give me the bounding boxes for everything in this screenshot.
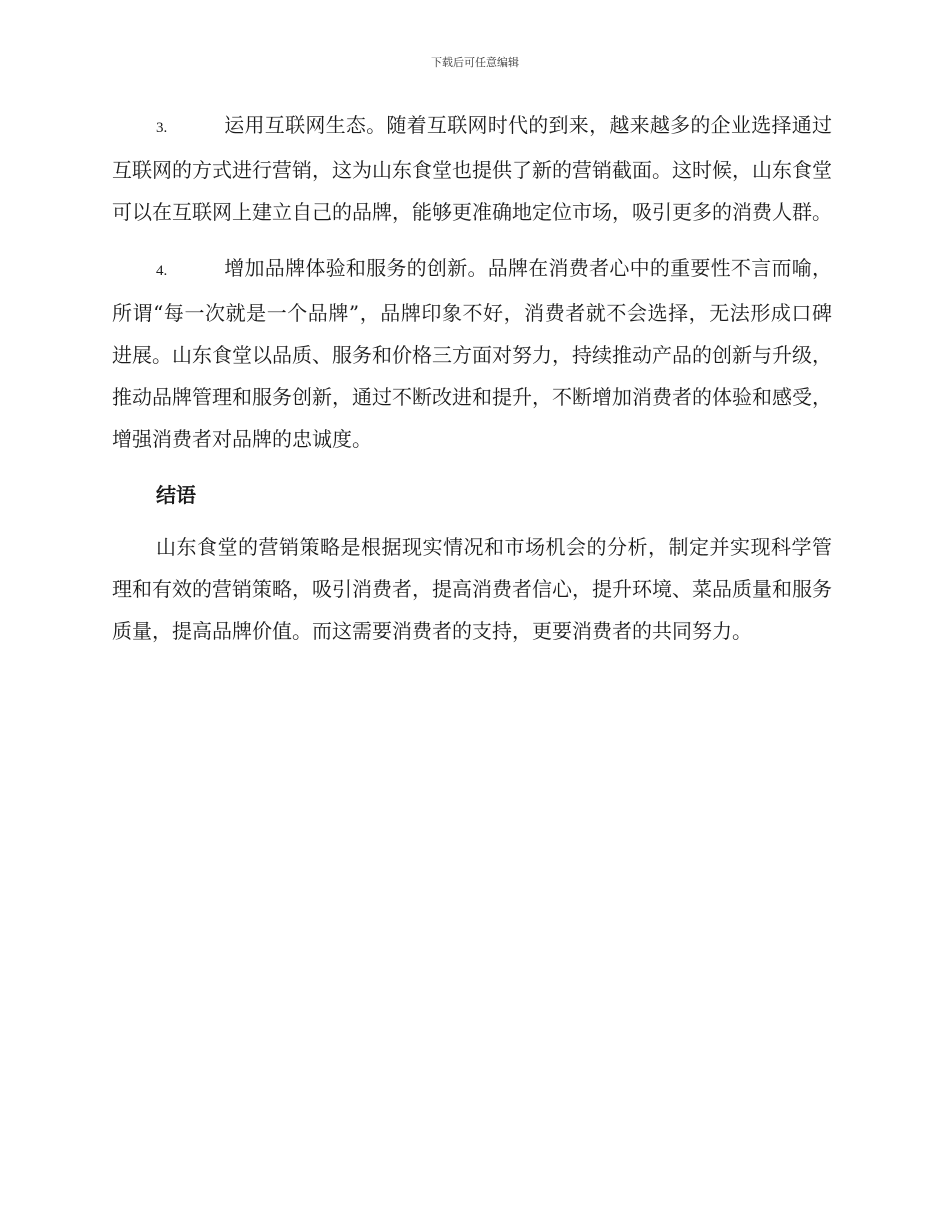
header-note: 下载后可任意编辑 [431, 56, 519, 69]
section-heading: 结语 [156, 483, 196, 507]
list-item-3 [112, 104, 832, 233]
list-number: 4. [156, 263, 168, 279]
list-item-4 [112, 247, 832, 460]
list-item-text: 运用互联网生态。随着互联网时代的到来，越来越多的企业选择通过互联网的方式进行营销，这为山东食堂也提供了新的营销截面。这时候，山东食堂可以在互联网上建立自己的品牌，能够更准确地定位市场，吸引更多的消费人群。 [112, 113, 832, 224]
list-number: 3. [156, 120, 168, 136]
list-item-text: 增加品牌体验和服务的创新。品牌在消费者心中的重要性不言而喻，所谓“每一次就是一个品牌”，品牌印象不好，消费者就不会选择，无法形成口碑进展。山东食堂以品质、服务和价格三方面对努力，持续推动产品的创新与升级，推动品牌管理和服务创新，通过不断改进和提升，不断增加消费者的体验和感受，增强消费者对品牌的忠诚度。 [112, 256, 832, 451]
document-body [112, 104, 832, 666]
conclusion-paragraph: 山东食堂的营销策略是根据现实情况和市场机会的分析，制定并实现科学管理和有效的营销策略，吸引消费者，提高消费者信心，提升环境、菜品质量和服务质量，提高品牌价值。而这需要消费者的支持，更要消费者的共同努力。 [112, 535, 832, 643]
